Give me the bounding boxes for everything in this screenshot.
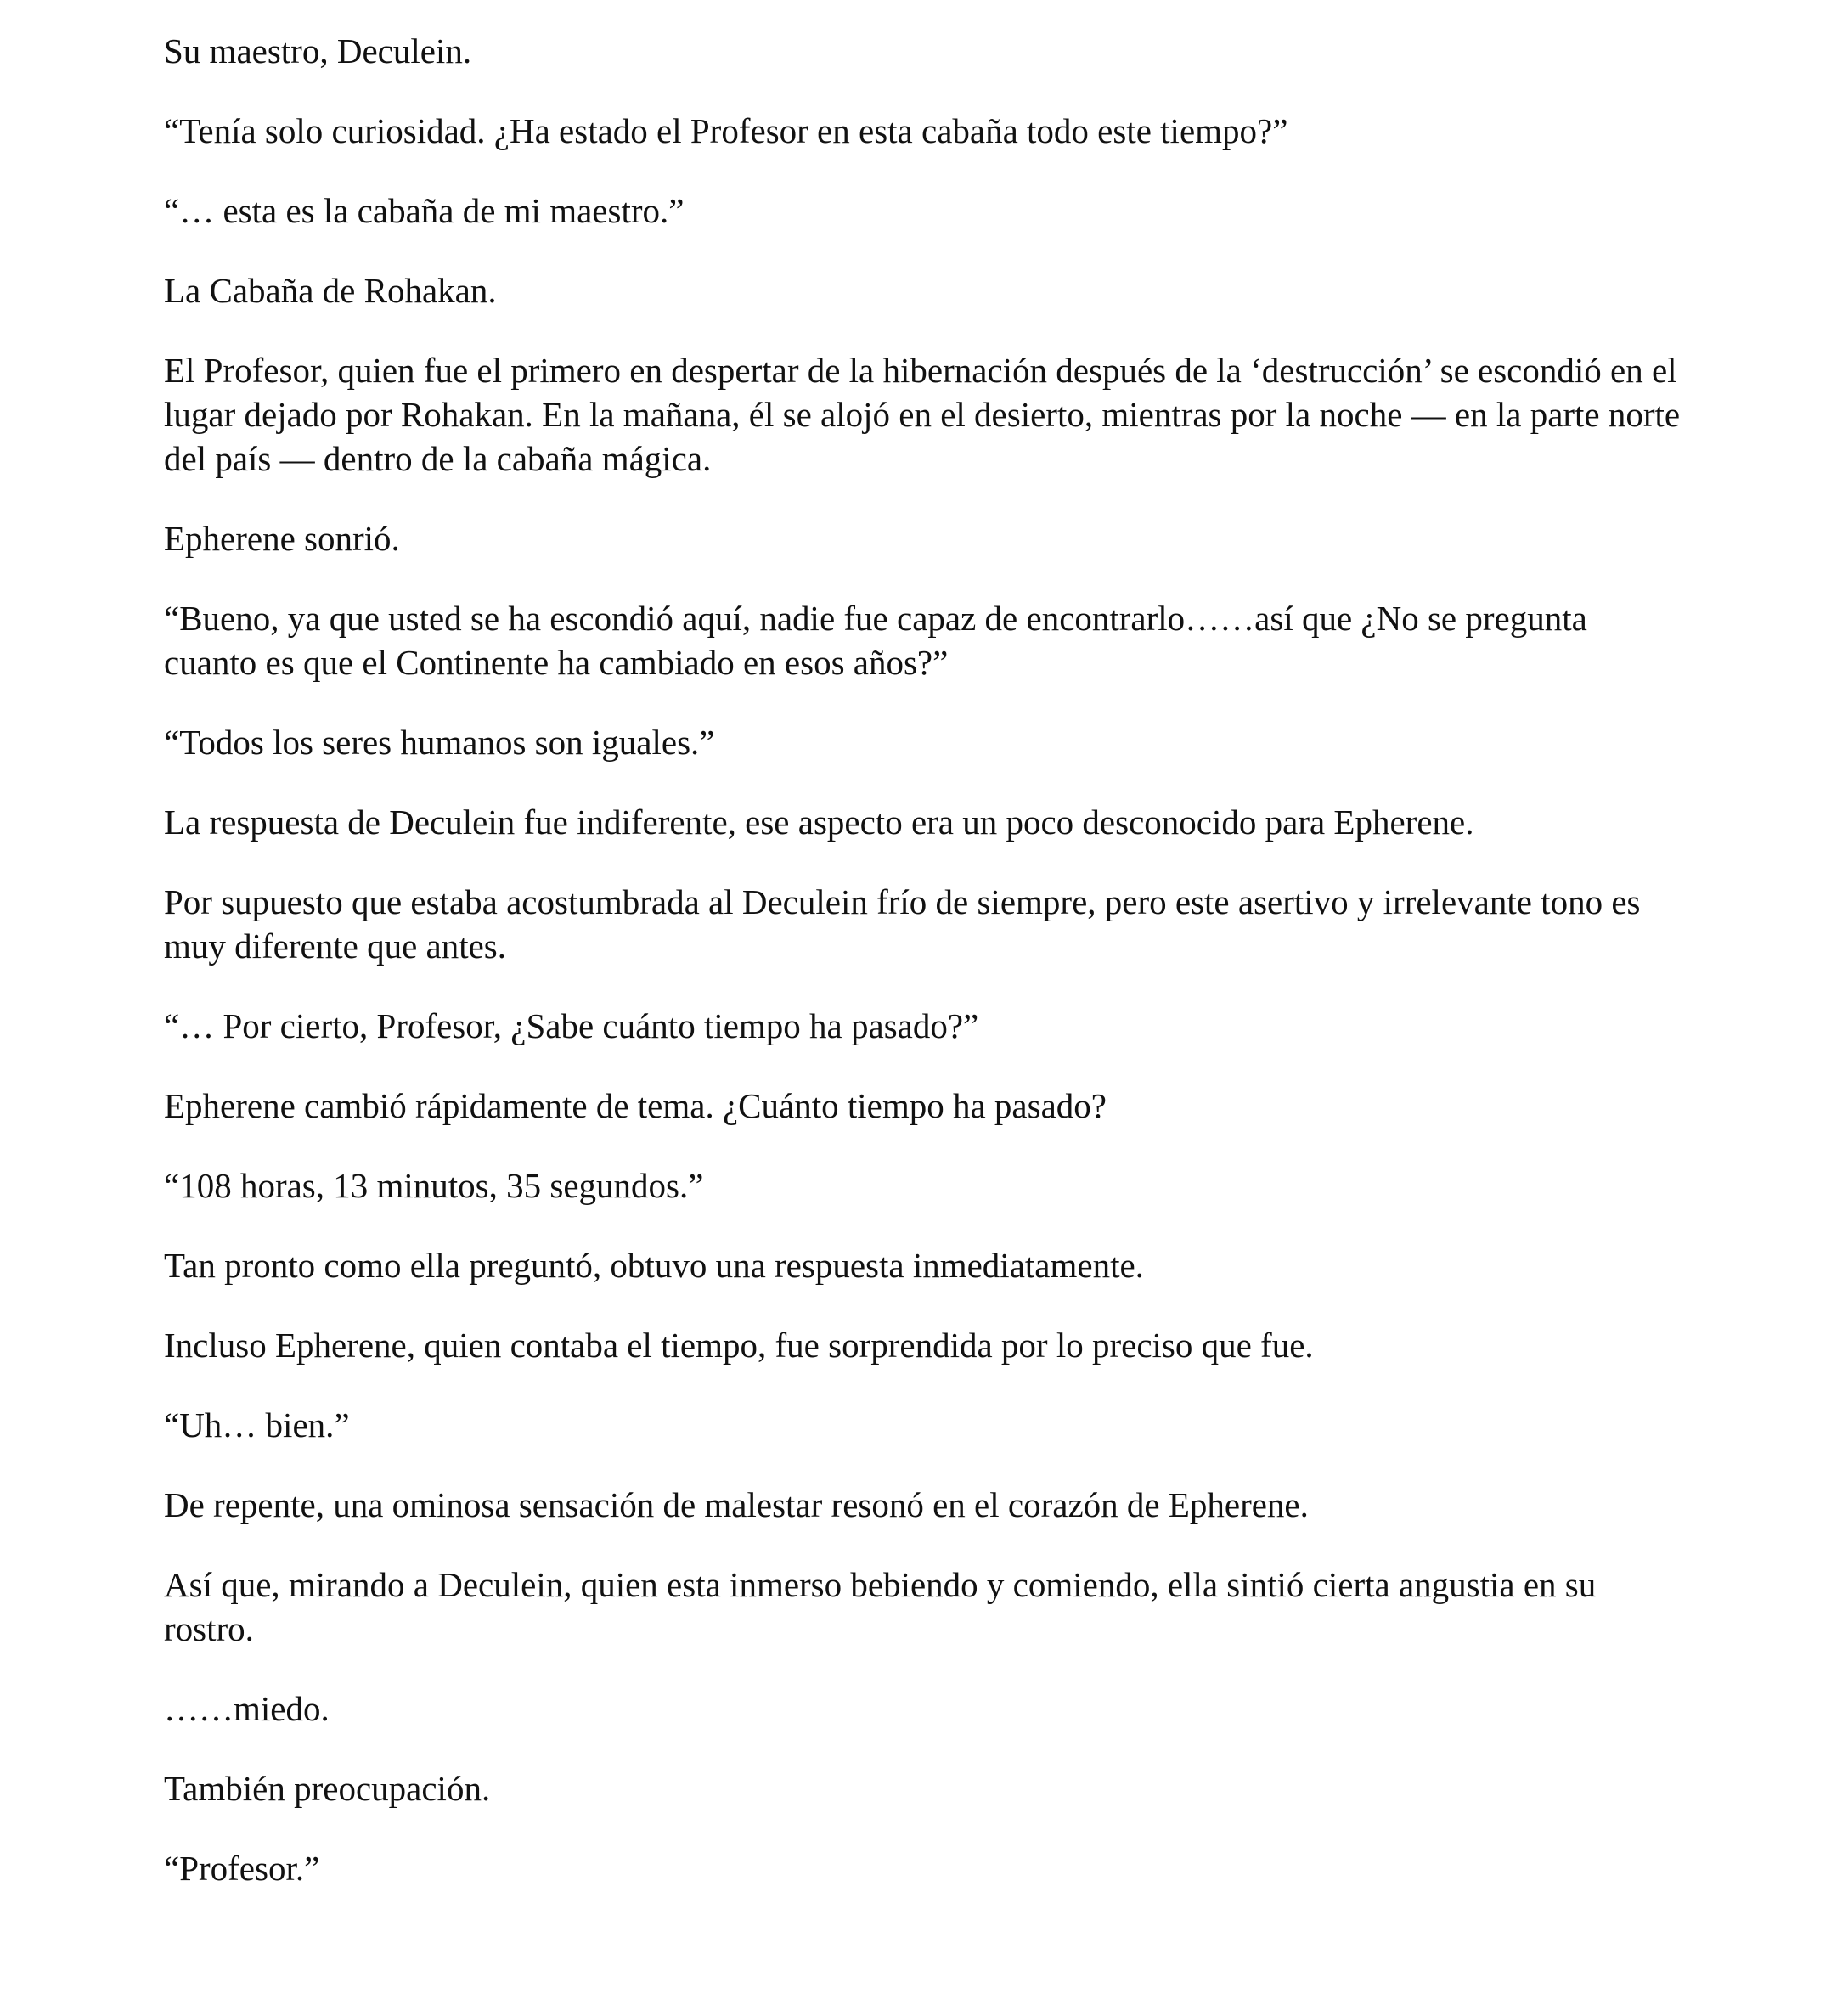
paragraph: “108 horas, 13 minutos, 35 segundos.” — [164, 1166, 704, 1205]
paragraph: Por supuesto que estaba acostumbrada al Deculein frío de siempre, pero este asertivo y irrelevante tono es muy diferente que antes. — [164, 882, 1641, 966]
paragraph: “… esta es la cabaña de mi maestro.” — [164, 191, 685, 230]
paragraph: La Cabaña de Rohakan. — [164, 271, 497, 310]
paragraph: La respuesta de Deculein fue indiferente, ese aspecto era un poco desconocido para Epherene. — [164, 802, 1474, 842]
paragraph: “Uh… bien.” — [164, 1405, 350, 1444]
paragraph: “Profesor.” — [164, 1849, 320, 1888]
paragraph: “… Por cierto, Profesor, ¿Sabe cuánto tiempo ha pasado?” — [164, 1006, 979, 1045]
paragraph: Epherene sonrió. — [164, 519, 400, 558]
paragraph: Epherene cambió rápidamente de tema. ¿Cuánto tiempo ha pasado? — [164, 1086, 1107, 1125]
document-page — [164, 29, 1684, 1926]
paragraph: Así que, mirando a Deculein, quien esta inmerso bebiendo y comiendo, ella sintió cierta angustia en su rostro. — [164, 1565, 1597, 1648]
paragraph: Su maestro, Deculein. — [164, 31, 472, 70]
paragraph: ……miedo. — [164, 1689, 330, 1728]
paragraph: “Tenía solo curiosidad. ¿Ha estado el Profesor en esta cabaña todo este tiempo?” — [164, 111, 1288, 150]
paragraph: El Profesor, quien fue el primero en despertar de la hibernación después de la ‘destrucción’ se escondió en el lugar dejado por Rohakan. En la mañana, él se alojó en el desierto, mientras por la noche — en la parte norte del país — dentro de la cabaña mágica. — [164, 351, 1681, 478]
paragraph: Tan pronto como ella preguntó, obtuvo una respuesta inmediatamente. — [164, 1246, 1144, 1285]
paragraph: De repente, una ominosa sensación de malestar resonó en el corazón de Epherene. — [164, 1485, 1309, 1524]
paragraph: Incluso Epherene, quien contaba el tiempo, fue sorprendida por lo preciso que fue. — [164, 1326, 1314, 1365]
paragraph: También preocupación. — [164, 1769, 491, 1808]
paragraph: “Todos los seres humanos son iguales.” — [164, 723, 715, 762]
paragraph: “Bueno, ya que usted se ha escondió aquí, nadie fue capaz de encontrarlo……así que ¿No se pregunta cuanto es que el Continente ha cambiado en esos años?” — [164, 599, 1587, 682]
